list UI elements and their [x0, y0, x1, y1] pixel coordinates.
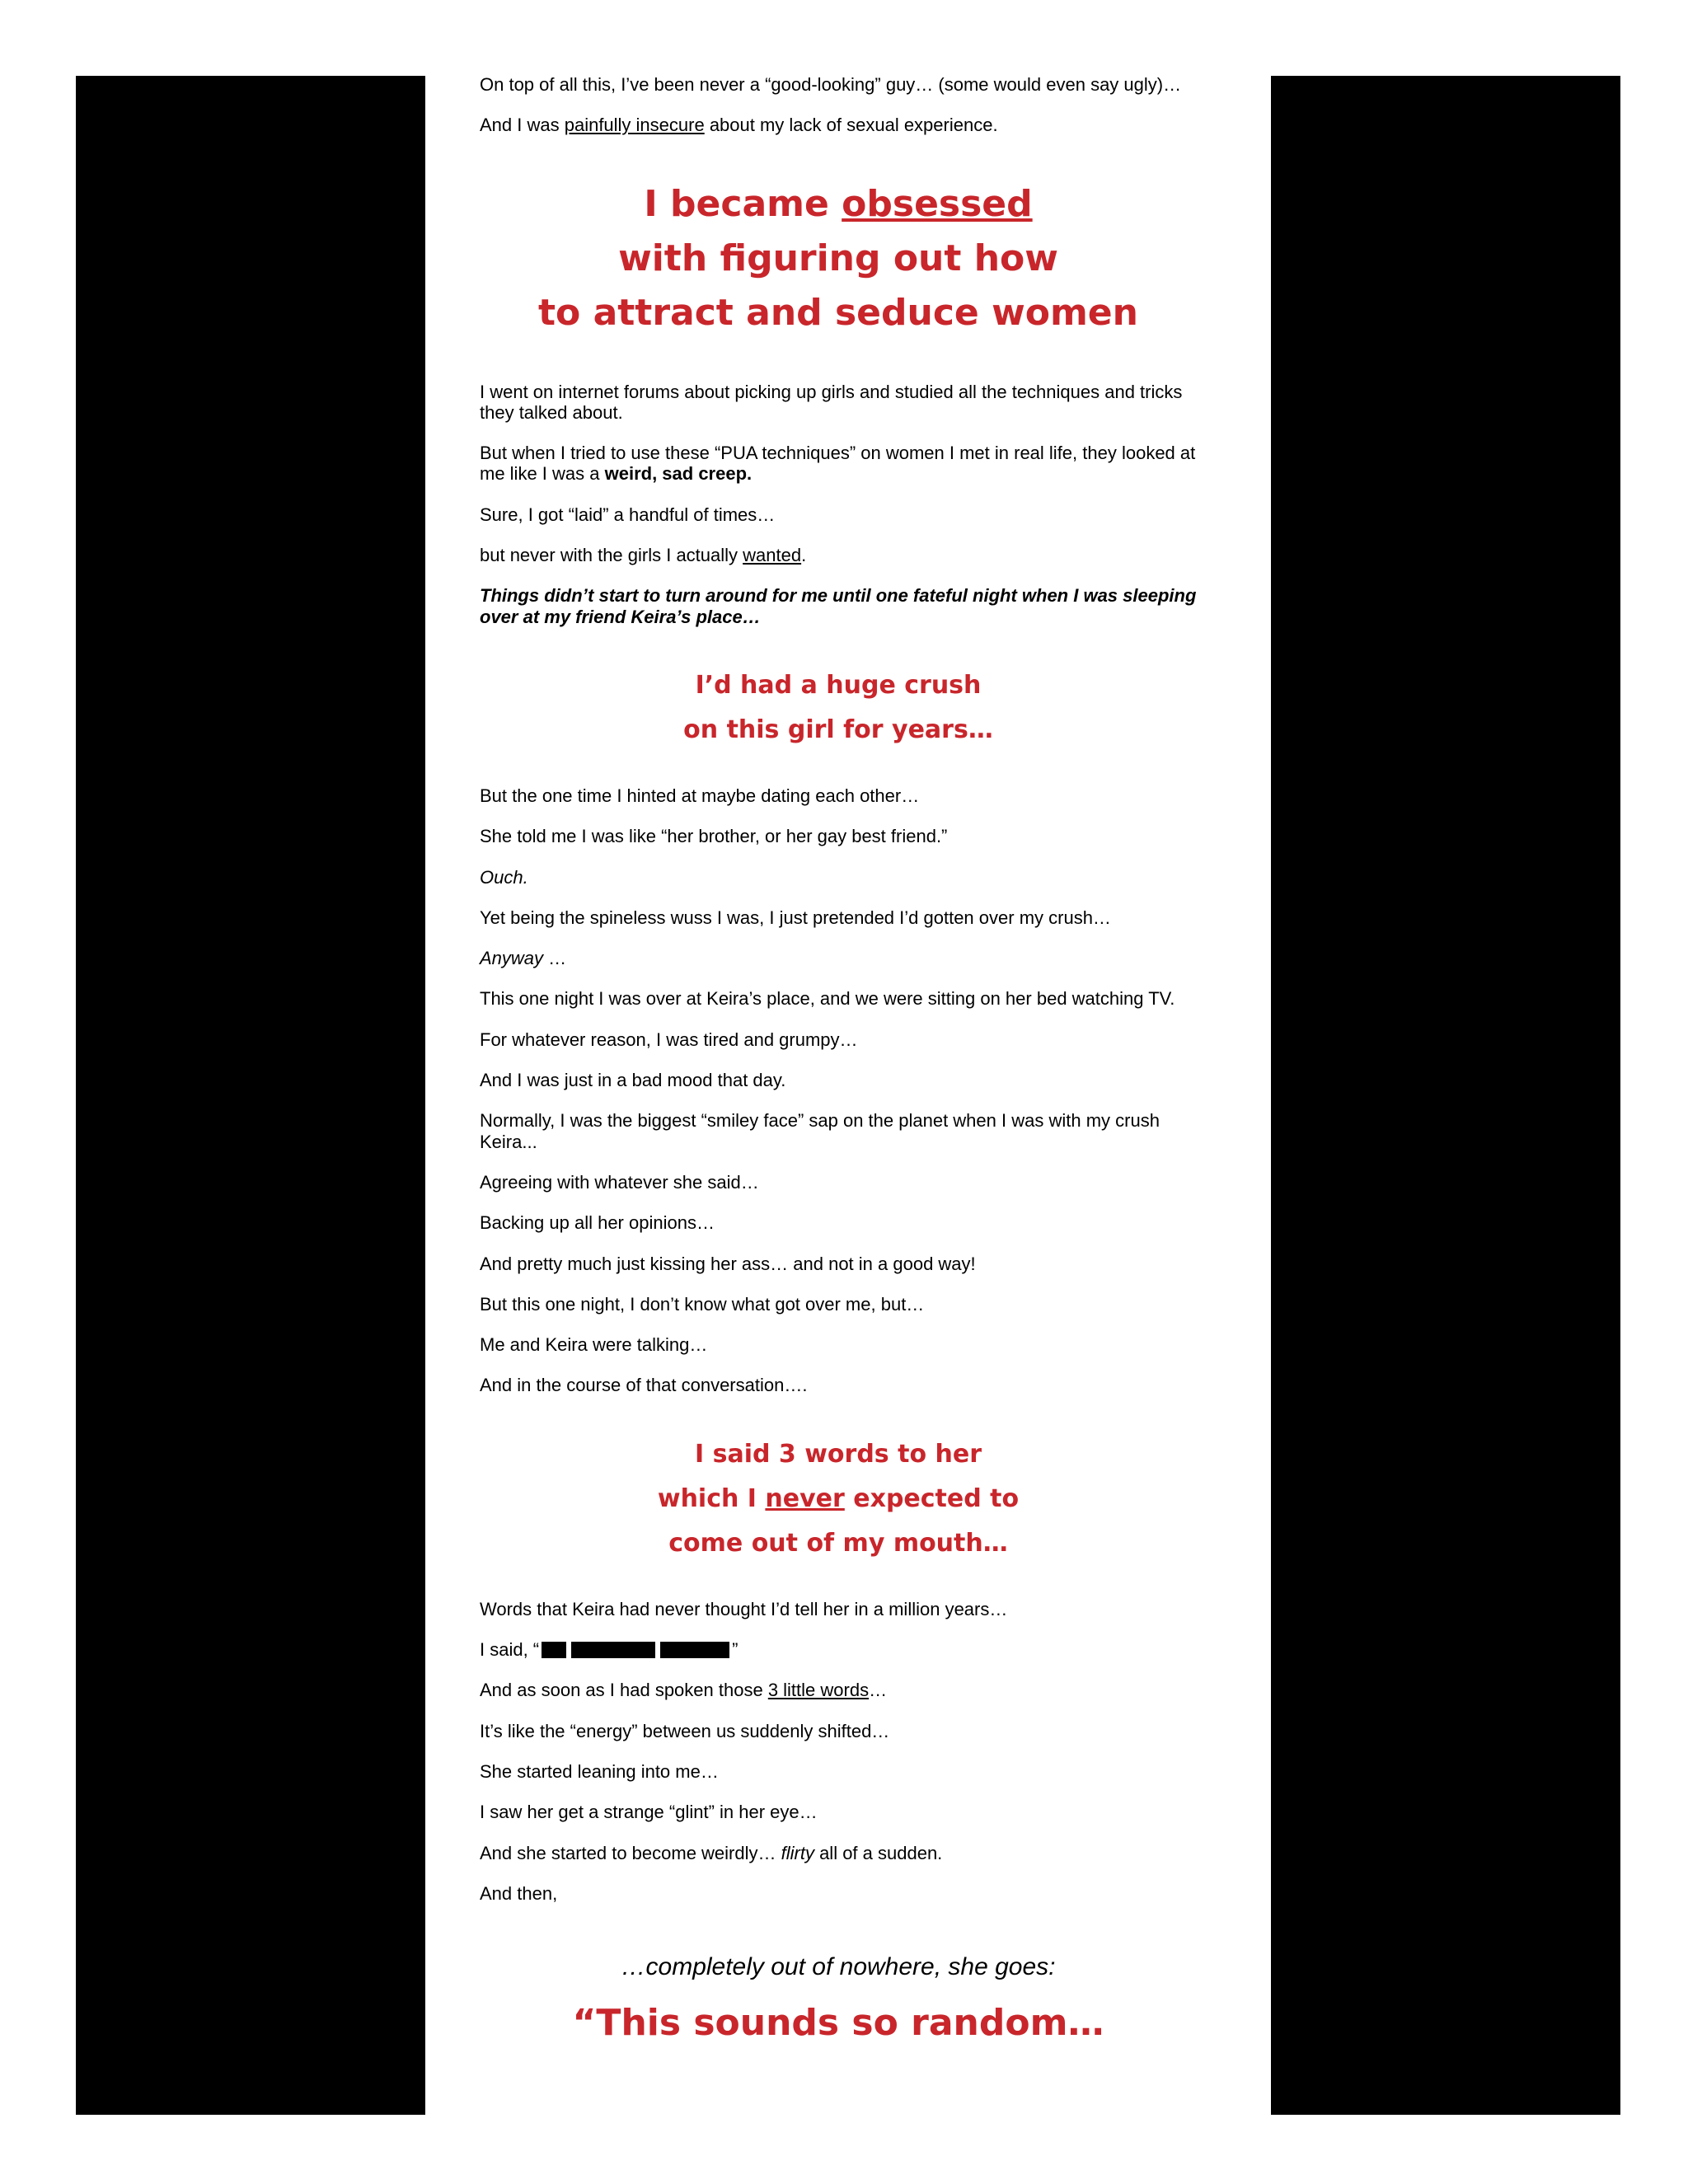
text: …: [869, 1680, 888, 1701]
text: And I was: [480, 115, 565, 136]
paragraph: She told me I was like “her brother, or her gay best friend.”: [480, 826, 948, 847]
text: But when I tried to use these “PUA techniques” on women I met in real life, they looked at me like I was a: [480, 443, 1196, 485]
text: which I: [657, 1483, 766, 1513]
text: all of a sudden.: [814, 1842, 943, 1863]
underlined-text: obsessed: [842, 182, 1033, 225]
right-black-bar: [1271, 76, 1620, 2115]
paragraph-anyway: [480, 948, 1197, 968]
heading-line: I said 3 words to her: [694, 1439, 982, 1469]
text: And she started to become weirdly…: [480, 1842, 781, 1863]
paragraph: For whatever reason, I was tired and grumpy…: [480, 1029, 858, 1050]
paragraph: And I was just in a bad mood that day.: [480, 1070, 786, 1091]
heading-line: I’d had a huge crush: [695, 670, 982, 700]
bold-italic-text: Things didn’t start to turn around for me until one fateful night when I was sleeping over at my friend Keira’s place…: [480, 585, 1197, 627]
text: but never with the girls I actually: [480, 545, 743, 566]
heading-line: to attract and seduce women: [538, 291, 1138, 334]
redacted-block: [571, 1642, 655, 1658]
heading-line: on this girl for years…: [683, 715, 993, 744]
paragraph-insecure: [480, 115, 1197, 135]
underlined-text: painfully insecure: [564, 115, 705, 136]
underlined-text: 3 little words: [767, 1680, 870, 1701]
left-black-bar: [76, 76, 425, 2115]
paragraph-three-little-words: [480, 1680, 1197, 1700]
quote-headline: “This sounds so random…: [572, 2001, 1104, 2044]
text: I said, “: [480, 1639, 540, 1661]
paragraph-wanted: [480, 545, 1197, 565]
italic-text: Anyway: [480, 948, 544, 969]
paragraph: Me and Keira were talking…: [480, 1334, 708, 1356]
redacted-block: [660, 1642, 729, 1658]
text: …: [543, 948, 567, 969]
italic-text: Ouch.: [480, 866, 528, 888]
bold-text: weird, sad creep.: [604, 463, 753, 485]
paragraph: And pretty much just kissing her ass… and not in a good way!: [480, 1253, 976, 1274]
italic-text: flirty: [781, 1842, 814, 1863]
heading-line: [480, 1477, 1197, 1521]
heading-line: with figuring out how: [618, 237, 1058, 279]
heading-line: come out of my mouth…: [668, 1528, 1008, 1558]
paragraph: Words that Keira had never thought I’d tell her in a million years…: [480, 1598, 1008, 1619]
paragraph: Yet being the spineless wuss I was, I just pretended I’d gotten over my crush…: [480, 907, 1111, 928]
paragraph: And then,: [480, 1882, 558, 1904]
paragraph-fateful-night: [480, 585, 1197, 627]
paragraph-good-looking: On top of all this, I’ve been never a “good-looking” guy… (some would even say ugly)…: [480, 74, 1182, 95]
paragraph: Normally, I was the biggest “smiley face” sap on the planet when I was with my crush Keira...: [480, 1110, 1160, 1152]
heading-crush: [480, 663, 1197, 752]
paragraph-redacted-words: [480, 1639, 1197, 1660]
heading-three-words: [480, 1432, 1197, 1566]
paragraph-pua: [480, 443, 1197, 485]
article-body: [480, 74, 1197, 2048]
paragraph-flirty: [480, 1843, 1197, 1863]
text: .: [801, 545, 807, 566]
paragraph: It’s like the “energy” between us suddenly shifted…: [480, 1720, 890, 1741]
underlined-text: never: [765, 1483, 845, 1513]
text: about my lack of sexual experience.: [704, 115, 998, 136]
paragraph: Backing up all her opinions…: [480, 1212, 715, 1234]
text: I became: [644, 182, 842, 225]
heading-line: [480, 177, 1197, 232]
paragraph: But this one night, I don’t know what got over me, but…: [480, 1293, 925, 1315]
paragraph: But the one time I hinted at maybe dating each other…: [480, 785, 920, 806]
paragraph: And in the course of that conversation….: [480, 1375, 808, 1396]
underlined-text: wanted: [743, 545, 802, 566]
paragraph-ouch: [480, 867, 1197, 888]
paragraph: I saw her get a strange “glint” in her eye…: [480, 1802, 818, 1823]
paragraph: She started leaning into me…: [480, 1760, 719, 1782]
text: And as soon as I had spoken those: [480, 1680, 768, 1701]
heading-obsessed: [480, 177, 1197, 340]
text: ”: [732, 1639, 738, 1661]
paragraph-laid: Sure, I got “laid” a handful of times…: [480, 504, 776, 525]
paragraph: Agreeing with whatever she said…: [480, 1171, 759, 1193]
quote-intro: …completely out of nowhere, she goes:: [621, 1953, 1056, 1981]
paragraph: This one night I was over at Keira’s place, and we were sitting on her bed watching TV.: [480, 988, 1175, 1010]
redacted-block: [542, 1642, 566, 1658]
paragraph-forums: I went on internet forums about picking up girls and studied all the techniques and tricks they talked about.: [480, 381, 1183, 423]
text: expected to: [844, 1483, 1020, 1513]
